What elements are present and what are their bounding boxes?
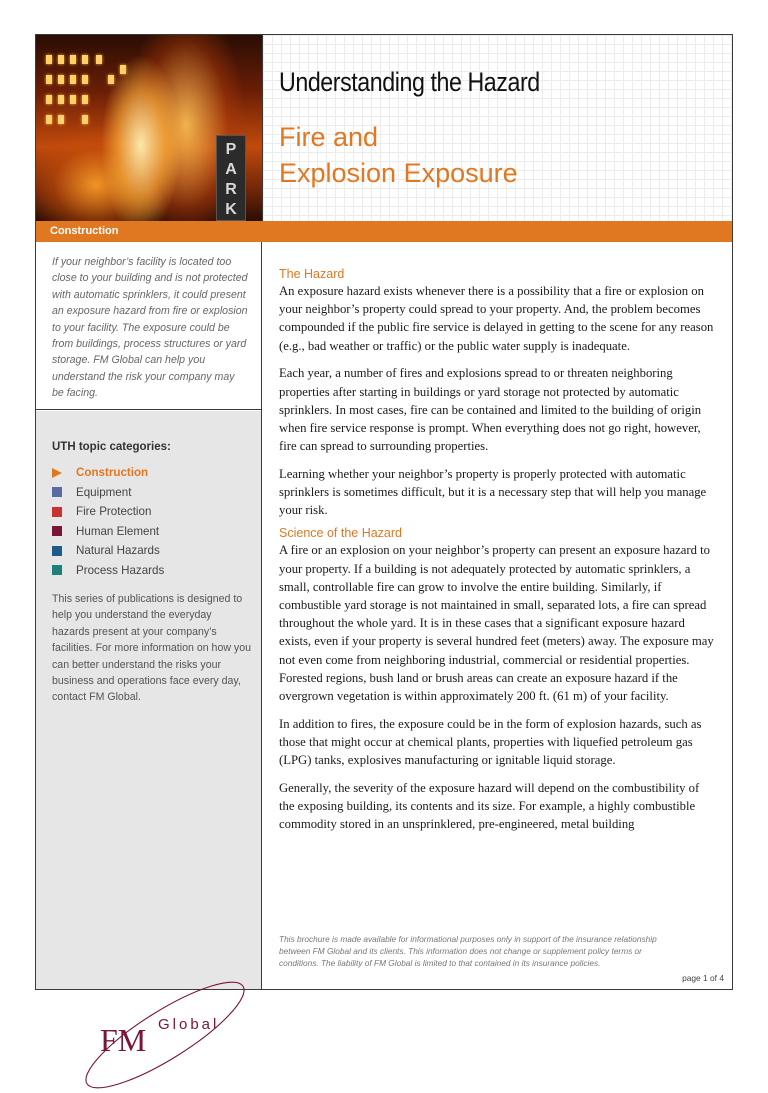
category-label: Equipment [76,485,132,499]
section-heading-hazard: The Hazard [279,267,345,281]
paragraph: In addition to fires, the exposure could be in the form of explosion hazards, such as those that might occur at chemical plants, properties with liquefied petroleum gas (LPG) tanks, explosives manufacturing or ignitable liquid storage. [279,716,702,768]
series-description: This series of publications is designed to help you understand the everyday hazards present at your company’s facilities. For more information on how you can better understand the risks your business and operations face every day, contact FM Global. [52,593,252,704]
paragraph: Learning whether your neighbor’s property is properly protected with automatic sprinklers is sometimes difficult, but it is a necessary step that will help you manage your risk. [279,466,707,518]
category-item-human-element[interactable] [52,522,164,542]
paragraph: A fire or an explosion on your neighbor’s property can present an exposure hazard to your property. If a building is not adequately protected by automatic sprinklers, a small, controllable fire can grow to involve the entire building. Similarly, if combustible yard storage is not maintained in small, separated lots, a fire can spread throughout the whole yard. It is in these cases that a significant exposure hazard exists, even if your property is several hundred feet (meters) away. The exposure may not even come from neighboring industrial, commercial or residential properties. Forested regions, bush land or brush areas can create an exposure hazard if the overgrown vegetation is within approximately 200 ft. (61 m) of your facility. [279,543,714,704]
category-square-icon [52,526,62,536]
category-list [52,463,164,580]
topic-panel [36,411,261,1058]
category-square-icon [52,507,62,517]
category-item-process-hazards[interactable] [52,561,164,581]
park-sign [216,135,246,221]
sidebar-intro: If your neighbor’s facility is located too close to your building and is not protected with automatic sprinklers, it could present an exposure hazard from fire or explosion to your facility. The exposure could be from buildings, process structures or yard storage. FM Global can help you understand the risk your company may be facing. [36,242,261,410]
logo-fm-text: FM [100,1022,147,1058]
paragraph: Each year, a number of fires and explosions spread to or threaten neighboring properties after starting in buildings or yard storage not protected by automatic sprinklers. In most cases, fire can be contained and limited to the building of origin when fire service response is prompt. When everything does not go right, however, fire can spread to surrounding properties. [279,366,702,454]
category-bar-label: Construction [50,225,119,237]
burning-building-photo [36,35,262,221]
park-sign-text: PARK [225,141,237,218]
page-title: Understanding the Hazard [279,67,540,97]
main-content [279,242,714,843]
category-label: Fire Protection [76,505,152,519]
category-square-icon [52,487,62,497]
subtitle-line-2: Explosion Exposure [279,158,518,188]
paragraph: An exposure hazard exists whenever there is a possibility that a fire or explosion on your neighbor’s property could spread to your property. And, the problem becomes compounded if the public fire service is delayed in getting to the scene for any reason (e.g., bad weather or traffic) or the public water supply is inadequate. [279,284,714,353]
section-heading-science: Science of the Hazard [279,526,402,541]
category-square-icon [52,565,62,575]
category-item-fire-protection[interactable] [52,502,164,522]
category-label: Human Element [76,524,160,538]
disclaimer: This brochure is made available for informational purposes only in support of the insurance relationship between FM Global and its clients. This information does not change or supplement policy terms or conditions. The liability of FM Global is limited to that contained in its insurance policies. [279,934,657,969]
fm-global-logo [70,973,260,1093]
page-number: page 1 of 4 [682,973,724,983]
category-label: Process Hazards [76,563,165,577]
category-item-equipment[interactable] [52,483,164,503]
page-subtitle [279,119,518,191]
category-item-natural-hazards[interactable] [52,541,164,561]
category-square-icon [52,546,62,556]
logo-global-text: Global [158,1016,220,1033]
active-arrow-icon [52,468,62,478]
subtitle-line-1: Fire and [279,122,379,152]
paragraph: Generally, the severity of the exposure hazard will depend on the combustibility of the exposing building, its contents and its size. For example, a highly combustible commodity stored in an unsprinklered, pre-engineered, metal building [279,780,700,832]
category-label: Natural Hazards [76,544,160,558]
category-label: Construction [76,466,149,480]
document-page [35,34,733,1058]
category-bar [36,221,732,242]
categories-title: UTH topic categories: [52,441,171,453]
sidebar [36,242,262,1058]
category-item-construction[interactable] [52,463,164,483]
